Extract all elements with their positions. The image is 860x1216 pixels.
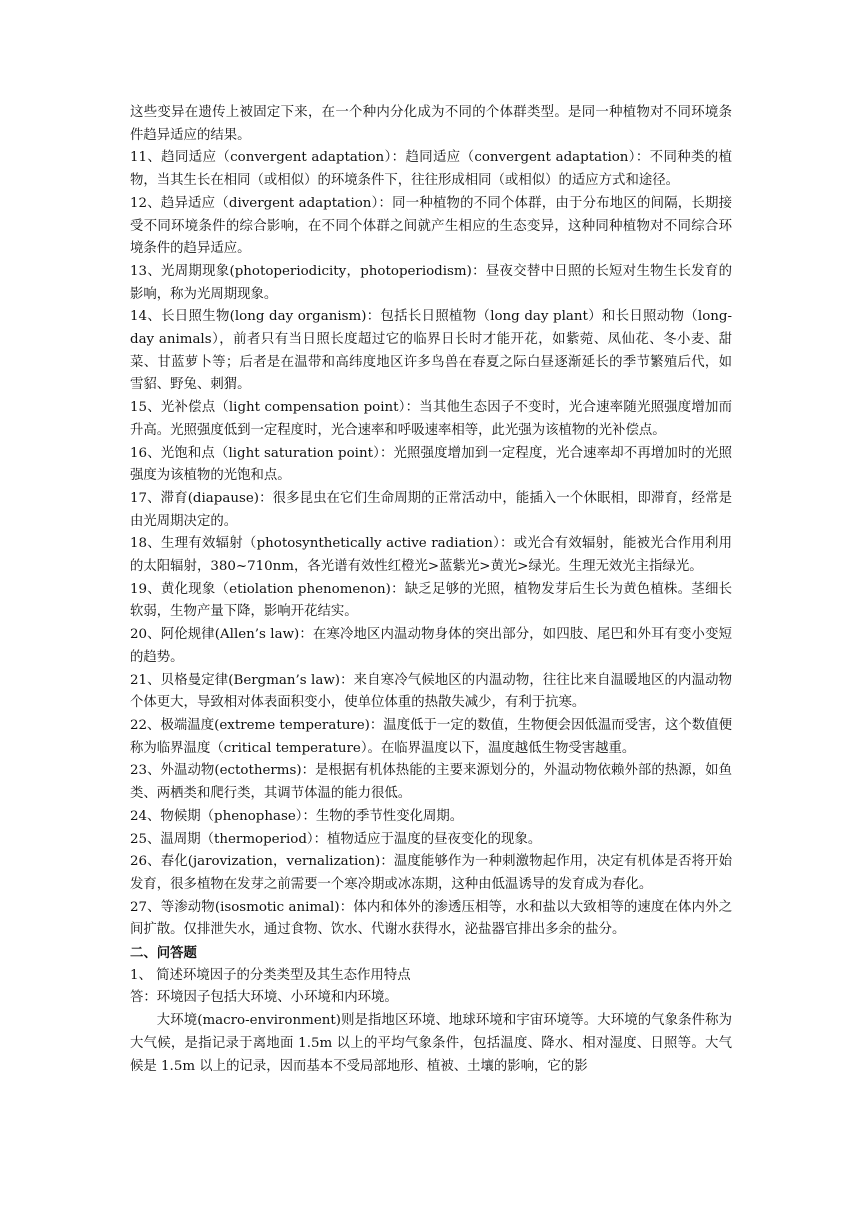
body-paragraph: 24、物候期（phenophase）：生物的季节性变化周期。 — [130, 808, 464, 824]
body-paragraph: 大环境(macro-environment)则是指地区环境、地球环境和宇宙环境等。大环境的气象条件称为大气候，是指记录于离地面 1.5m 以上的平均气象条件，包括温度、降水、相对湿度、日照等。大气候是 1.5m 以上的记录，因而基本不受局部地形、植被、土壤的影响，它的影 — [130, 1013, 732, 1074]
body-paragraph: 23、外温动物(ectotherms)：是根据有机体热能的主要来源划分的，外温动物依赖外部的热源，如鱼类、两栖类和爬行类，其调节体温的能力很低。 — [130, 763, 732, 802]
body-paragraph: 25、温周期（thermoperiod）：植物适应于温度的昼夜变化的现象。 — [130, 831, 542, 847]
body-paragraph: 这些变异在遗传上被固定下来，在一个种内分化成为不同的个体群类型。是同一种植物对不同环境条件趋异适应的结果。 — [130, 105, 732, 143]
body-paragraph: 19、黄化现象（etiolation phenomenon)：缺乏足够的光照，植物发芽后生长为黄色植株。茎细长软弱，生物产量下降，影响开花结实。 — [130, 581, 732, 620]
body-paragraph: 13、光周期现象(photoperiodicity，photoperiodism)：昼夜交替中日照的长短对生物生长发育的影响，称为光周期现象。 — [130, 263, 732, 302]
body-paragraph: 21、贝格曼定律(Bergman’s law)：来自寒冷气候地区的内温动物，往往比来自温暖地区的内温动物个体更大，导致相对体表面积变小，使单位体重的热散失减少，有利于抗寒。 — [130, 672, 732, 711]
body-paragraph: 26、春化(jarovization，vernalization)：温度能够作为一种刺激物起作用，决定有机体是否将开始发育，很多植物在发芽之前需要一个寒冷期或冰冻期，这种由低温诱导的发育成为春化。 — [130, 854, 732, 892]
body-paragraph: 16、光饱和点（light saturation point）：光照强度增加到一定程度，光合速率却不再增加时的光照强度为该植物的光饱和点。 — [130, 445, 732, 484]
body-paragraph: 20、阿伦规律(Allen’s law)：在寒冷地区内温动物身体的突出部分，如四肢、尾巴和外耳有变小变短的趋势。 — [130, 627, 732, 665]
body-paragraph: 18、生理有效辐射（photosynthetically active radiation）：或光合有效辐射，能被光合作用利用的太阳辐射，380~710nm，各光谱有效性红橙光>蓝紫光>黄光>绿光。生理无效光主指绿光。 — [130, 536, 732, 575]
body-paragraph: 1、 简述环境因子的分类类型及其生态作用特点 — [130, 967, 411, 983]
body-paragraph: 22、极端温度(extreme temperature)：温度低于一定的数值，生物便会因低温而受害，这个数值便称为临界温度（critical temperature）。在临界温度以下，温度越低生物受害越重。 — [130, 717, 732, 756]
body-paragraph: 17、滞育(diapause)：很多昆虫在它们生命周期的正常活动中，能插入一个休眠相，即滞育，经常是由光周期决定的。 — [130, 490, 732, 529]
body-paragraph: 12、趋异适应（divergent adaptation）：同一种植物的不同个体群，由于分布地区的间隔，长期接受不同环境条件的综合影响，在不同个体群之间就产生相应的生态变异，这种同种植物对不同综合环境条件的趋异适应。 — [130, 195, 732, 257]
body-paragraph: 27、等渗动物(isosmotic animal)：体内和体外的渗透压相等，水和盐以大致相等的速度在体内外之间扩散。仅排泄失水，通过食物、饮水、代谢水获得水，泌盐器官排出多余的盐分。 — [130, 899, 732, 938]
body-paragraph: 14、长日照生物(long day organism)：包括长日照植物（long day plant）和长日照动物（long-day animals），前者只有当日照长度超过它的临界日长时才能开花，如紫菀、凤仙花、冬小麦、甜菜、甘蓝萝卜等；后者是在温带和高纬度地区许多鸟兽在春夏之际白昼逐渐延长的季节繁殖后代，如雪貂、野兔、刺猬。 — [130, 309, 732, 393]
body-paragraph: 11、趋同适应（convergent adaptation）：趋同适应（convergent adaptation）：不同种类的植物，当其生长在相同（或相似）的环境条件下，往往形成相同（或相似）的适应方式和途径。 — [130, 150, 732, 189]
document-page — [130, 102, 732, 1078]
body-paragraph: 15、光补偿点（light compensation point）：当其他生态因子不变时，光合速率随光照强度增加而升高。光照强度低到一定程度时，光合速率和呼吸速率相等，此光强为该植物的光补偿点。 — [130, 400, 732, 438]
body-paragraph: 答：环境因子包括大环境、小环境和内环境。 — [130, 990, 398, 1006]
section-heading: 二、问答题 — [130, 945, 197, 962]
